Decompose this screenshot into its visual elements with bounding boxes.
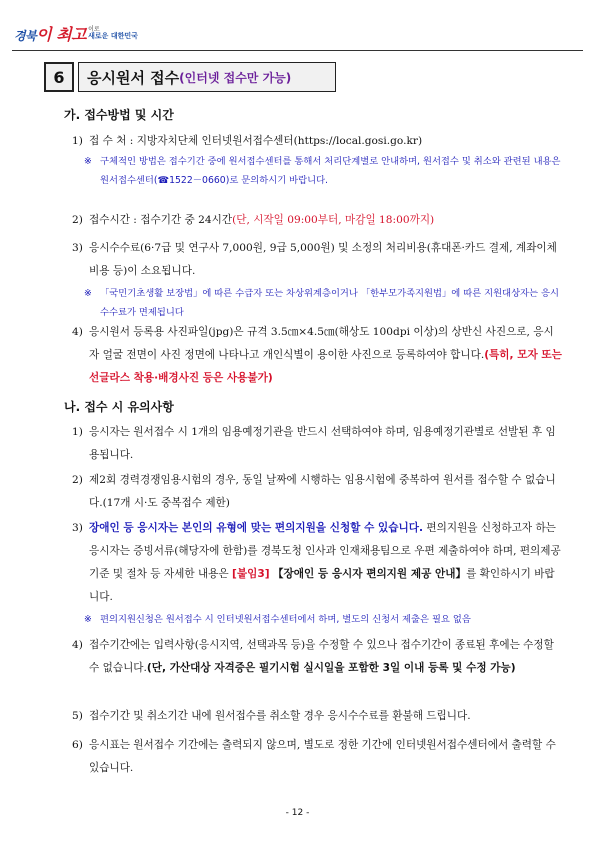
list-item: 3) 응시수수료(6·7급 및 연구사 7,000원, 9급 5,000원) 및 소정의 처리비용(휴대폰·카드 결제, 계좌이체 비용 등)이 소요됩니다. [72, 242, 557, 277]
note: ※ 편의지원신청은 원서접수 시 인터넷원서접수센터에서 하며, 별도의 신청서 제출은 필요 없음 [84, 614, 471, 625]
list-item: 4) 접수기간에는 입력사항(응시지역, 선택과목 등)을 수정할 수 있으나 접수기간이 종료된 후에는 수정할 수 없습니다.(단, 가산대상 자격증은 필기시험 실시일을 포함한 3일 이내 등록 및 수정 가능) [72, 639, 554, 674]
section-number: 6 [44, 62, 74, 92]
list-item: 2) 접수시간 : 접수기간 중 24시간(단, 시작일 09:00부터, 마감일 18:00까지) [72, 214, 435, 226]
section-subtitle: (인터넷 접수만 가능) [179, 70, 292, 85]
note: ※ 구체적인 방법은 접수기간 중에 원서접수센터를 통해서 처리단계별로 안내하며, 원서접수 및 취소와 관련된 내용은 원서접수센터(☎1522－0660)로 문의하시기 바랍니다. [84, 156, 561, 186]
note: ※ 「국민기초생활 보장법」에 따른 수급자 또는 차상위계층이거나 「한부모가족지원법」에 따른 지원대상자는 응시수수료가 면제됩니다 [84, 288, 559, 318]
logo-script: 경북이 최고 [14, 24, 87, 44]
header-rule [12, 50, 583, 51]
heading-method-time: 가. 접수방법 및 시간 [64, 108, 174, 122]
heading-precautions: 나. 접수 시 유의사항 [64, 400, 174, 414]
section-title: 응시원서 접수 (인터넷 접수만 가능) [78, 62, 336, 92]
section-header [44, 62, 336, 92]
list-item: 5) 접수기간 및 취소기간 내에 원서접수를 취소할 경우 응시수수료를 환불해 드립니다. [72, 710, 471, 722]
page-number: - 12 - [285, 808, 310, 818]
gyeongbuk-logo [14, 22, 138, 44]
logo-slogan: 이로 새로운 대한민국 [88, 26, 138, 40]
list-item: 1) 응시자는 원서접수 시 1개의 임용예정기관을 반드시 선택하여야 하며, 임용예정기관별로 선발된 후 임용됩니다. [72, 426, 556, 461]
list-item: 4) 응시원서 등록용 사진파일(jpg)은 규격 3.5㎝×4.5㎝(해상도 100dpi 이상)의 상반신 사진으로, 응시자 얼굴 전면이 사진 정면에 나타나고 개인식별이 용이한 사진으로 등록하여야 합니다.(특히, 모자 또는 선글라스 착용·배경사진 등은 사용불가) [72, 326, 562, 384]
list-item: 3) 장애인 등 응시자는 본인의 유형에 맞는 편의지원을 신청할 수 있습니다. 편의지원을 신청하고자 하는 응시자는 증빙서류(해당자에 한함)를 경북도청 인사과 인재채용팀으로 우편 제출하여야 하며, 편의제공 기준 및 절차 등 자세한 내용은 [붙임3] 【장애인 등 응시자 편의지원 제공 안내】를 확인하시기 바랍니다. [72, 522, 561, 603]
list-item: 6) 응시표는 원서접수 기간에는 출력되지 않으며, 별도로 정한 기간에 인터넷원서접수센터에서 출력할 수 있습니다. [72, 739, 556, 774]
list-item: 1) 접 수 처 : 지방자치단체 인터넷원서접수센터(https://local.gosi.go.kr) [72, 135, 423, 147]
list-item: 2) 제2회 경력경쟁임용시험의 경우, 동일 날짜에 시행하는 임용시험에 중복하여 원서를 접수할 수 없습니다.(17개 시·도 중복접수 제한) [72, 474, 556, 509]
